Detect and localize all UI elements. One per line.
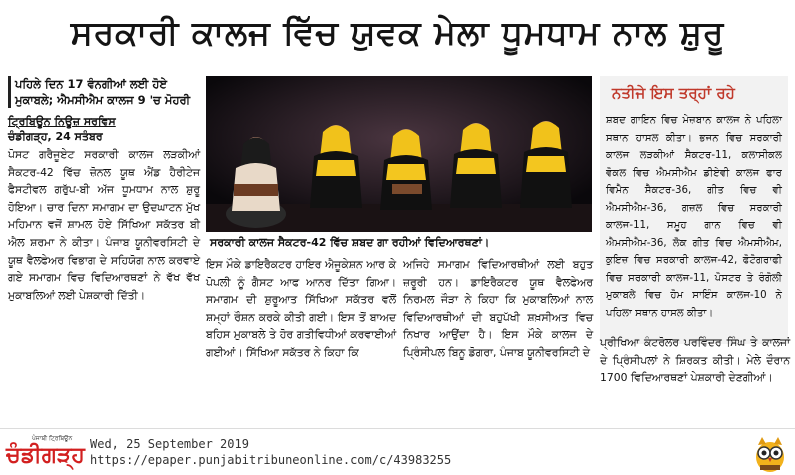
results-sidebar	[600, 76, 788, 344]
epaper-url[interactable]: https://epaper.punjabitribuneonline.com/c/43983255	[90, 453, 452, 467]
dateline: ਚੰਡੀਗੜ੍ਹ, 24 ਸਤੰਬਰ	[8, 130, 103, 143]
article-body-middle-2: ਅਜਿਹੇ ਸਮਾਗਮ ਵਿਦਿਆਰਥੀਆਂ ਲਈ ਬਹੁਤ ਜ਼ਰੂਰੀ ਹਨ। ਡਾਇਰੈਕਟਰ ਯੂਥ ਵੈਲਫੇਅਰ ਨਿਰਮਲ ਜੌੜਾ ਨੇ ਕਿਹਾ ਕਿ ਮੁਕਾਬਲਿਆਂ ਨਾਲ ਵਿਦਿਆਰਥੀਆਂ ਦੀ ਬਹੁਪੱਖੀ ਸ਼ਖ਼ਸੀਅਤ ਵਿਚ ਨਿਖਾਰ ਆਉਂਦਾ ਹੈ। ਇਸ ਮੌਕੇ ਕਾਲਜ ਦੇ ਪ੍ਰਿੰਸੀਪਲ ਬਿਨੂ ਡੋਗਰਾ, ਪੰਜਾਬ ਯੂਨੀਵਰਸਿਟੀ ਦੇ	[403, 258, 593, 359]
article-body-left: ਪੋਸਟ ਗਰੈਜੂਏਟ ਸਰਕਾਰੀ ਕਾਲਜ ਲੜਕੀਆਂ ਸੈਕਟਰ-42 ਵਿੱਚ ਜ਼ੋਨਲ ਯੂਥ ਐਂਡ ਹੈਰੀਟੇਜ ਫੈਸਟੀਵਲ ਗਰੁੱਪ-ਬੀ ਅੱਜ ਧੂਮਧਾਮ ਨਾਲ ਸ਼ੁਰੂ ਹੋਇਆ। ਚਾਰ ਦਿਨਾ ਸਮਾਗਮ ਦਾ ਉਦਘਾਟਨ ਮੁੱਖ ਮਹਿਮਾਨ ਵਜੋਂ ਸ਼ਾਮਲ ਹੋਏ ਸਿੱਖਿਆ ਸਕੱਤਰ ਬੀ ਐਲ ਸ਼ਰਮਾ ਨੇ ਕੀਤਾ। ਪੰਜਾਬ ਯੂਨੀਵਰਸਿਟੀ ਦੇ ਯੂਥ ਵੈਲਫੇਅਰ ਵਿਭਾਗ ਦੇ ਸਹਿਯੋਗ ਨਾਲ ਕਰਵਾਏ ਗਏ ਸਮਾਗਮ ਵਿਚ ਵਿਦਿਆਰਥਣਾਂ ਨੇ ਵੱਖ ਵੱਖ ਮੁਕਾਬਲਿਆਂ ਲਈ ਪੇਸ਼ਕਾਰੀ ਦਿੱਤੀ।	[8, 148, 200, 302]
article-body-right: ਪ੍ਰੀਖਿਆ ਕੰਟਰੋਲਰ ਪਰਵਿੰਦਰ ਸਿੰਘ ਤੇ ਕਾਲਜਾਂ ਦੇ ਪ੍ਰਿੰਸੀਪਲਾਂ ਨੇ ਸ਼ਿਰਕਤ ਕੀਤੀ। ਮੇਲੇ ਦੌਰਾਨ 1700 ਵਿਦਿਆਰਥਣਾਂ ਪੇਸ਼ਕਾਰੀ ਦੇਣਗੀਆਂ।	[600, 336, 790, 385]
byline: ਟ੍ਰਿਬਿਊਨ ਨਿਊਜ਼ ਸਰਵਿਸ	[8, 115, 116, 128]
subheadline-line-1: ਪਹਿਲੇ ਦਿਨ 17 ਵੰਨਗੀਆਂ ਲਈ ਹੋਏ	[15, 77, 168, 91]
photo-caption: ਸਰਕਾਰੀ ਕਾਲਜ ਸੈਕਟਰ-42 ਵਿੱਚ ਸ਼ਬਦ ਗਾ ਰਹੀਆਂ ਵਿਦਿਆਰਥਣਾਂ।	[210, 236, 490, 249]
epaper-footer	[0, 428, 795, 475]
logo-small-text: ਪੰਜਾਬੀ ਟ੍ਰਿਬਿਊਨ	[32, 435, 73, 442]
owl-icon	[752, 435, 788, 473]
results-sidebar-title: ਨਤੀਜੇ ਇਸ ਤਰ੍ਹਾਂ ਰਹੇ	[612, 84, 735, 102]
article-body-middle-1: ਇਸ ਮੌਕੇ ਡਾਇਰੈਕਟਰ ਹਾਇਰ ਐਜੂਕੇਸ਼ਨ ਆਰ ਕੇ ਪੋਪਲੀ ਨੂੰ ਗੈਸਟ ਆਫ ਆਨਰ ਦਿੱਤਾ ਗਿਆ। ਸਮਾਗਮ ਦੀ ਸ਼ੁਰੂਆਤ ਸਿੱਖਿਆ ਸਕੱਤਰ ਵਲੋਂ ਸ਼ਮ੍ਹਾਂ ਰੌਸ਼ਨ ਕਰਕੇ ਕੀਤੀ ਗਈ। ਇਸ ਤੋਂ ਬਾਅਦ ਬਹਿਸ ਮੁਕਾਬਲੇ ਤੇ ਹੋਰ ਗਤੀਵਿਧੀਆਂ ਕਰਵਾਈਆਂ ਗਈਆਂ। ਸਿੱਖਿਆ ਸਕੱਤਰ ਨੇ ਕਿਹਾ ਕਿ	[206, 258, 396, 359]
left-column	[8, 76, 200, 304]
singers-photo-illustration	[206, 76, 592, 232]
page-headline: ਸਰਕਾਰੀ ਕਾਲਜ ਵਿੱਚ ਯੁਵਕ ਮੇਲਾ ਧੂਮਧਾਮ ਨਾਲ ਸ਼ੁਰੂ	[70, 13, 725, 52]
edition-date: Wed, 25 September 2019	[90, 437, 249, 451]
subheadline-line-2: ਮੁਕਾਬਲੇ; ਐਮਸੀਐਮ ਕਾਲਜ 9 'ਚ ਮੋਹਰੀ	[15, 93, 191, 107]
newspaper-logo[interactable]	[6, 435, 84, 471]
article-photo	[206, 76, 592, 232]
results-sidebar-body: ਸ਼ਬਦ ਗਾਇਨ ਵਿਚ ਮੇਜ਼ਬਾਨ ਕਾਲਜ ਨੇ ਪਹਿਲਾ ਸਥਾਨ ਹਾਸਲ ਕੀਤਾ। ਭਜਨ ਵਿਚ ਸਰਕਾਰੀ ਕਾਲਜ ਲੜਕੀਆਂ ਸੈਕਟਰ-11, ਕਲਾਸੀਕਲ ਵੋਕਲ ਵਿਚ ਐਮਸੀਐਮ ਡੀਏਵੀ ਕਾਲਜ ਫਾਰ ਵਿਮੈਨ ਸੈਕਟਰ-36, ਗੀਤ ਵਿਚ ਵੀ ਐਮਸੀਐਮ-36, ਗਜ਼ਲ ਵਿਚ ਸਰਕਾਰੀ ਕਾਲਜ-11, ਸਮੂਹ ਗਾਨ ਵਿਚ ਵੀ ਐਮਸੀਐਮ-36, ਲੋਕ ਗੀਤ ਵਿਚ ਐਮਸੀਐਮ, ਕੁਇਜ਼ ਵਿਚ ਸਰਕਾਰੀ ਕਾਲਜ-42, ਫੋਟੋਗਰਾਫੀ ਵਿਚ ਸਰਕਾਰੀ ਕਾਲਜ-11, ਪੋਸਟਰ ਤੇ ਰੰਗੋਲੀ ਮੁਕਾਬਲੇ ਵਿਚ ਹੋਮ ਸਾਇੰਸ ਕਾਲਜ-10 ਨੇ ਪਹਿਲਾ ਸਥਾਨ ਹਾਸਲ ਕੀਤਾ।	[606, 115, 782, 319]
subheadline	[8, 76, 200, 108]
logo-main-text: ਚੰਡੀਗੜ੍ਹ	[6, 443, 85, 468]
